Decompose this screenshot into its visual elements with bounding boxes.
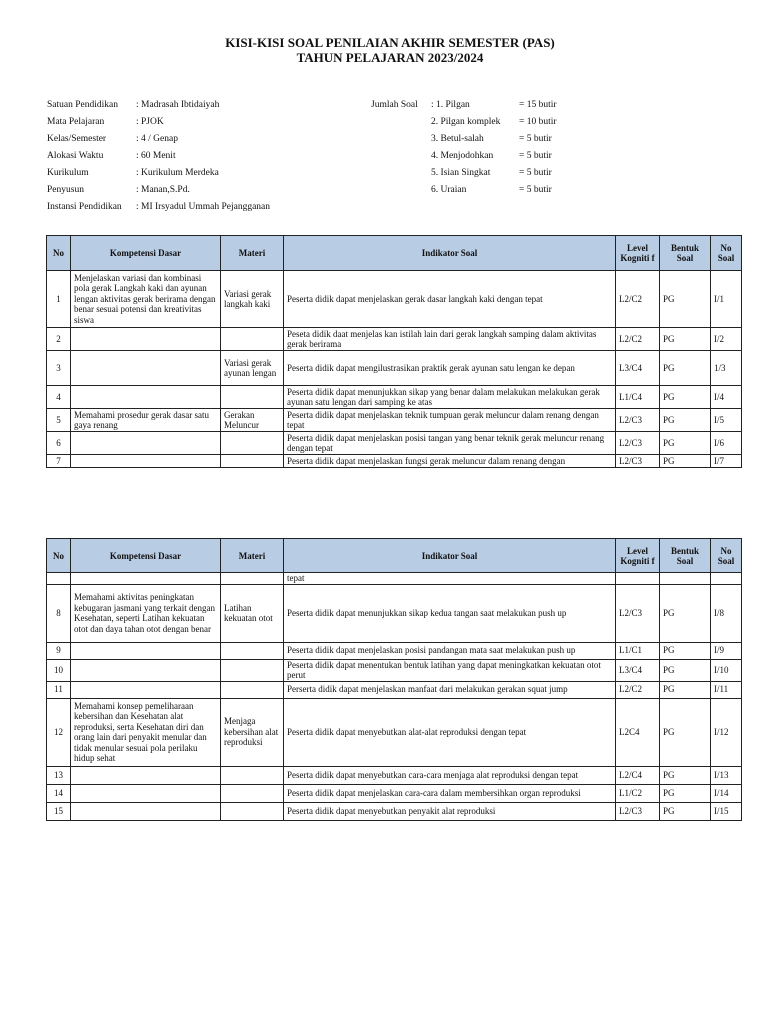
cell-no-soal: I/1	[711, 271, 742, 328]
col-header-kompetensi-dasar: Kompetensi Dasar	[71, 539, 221, 573]
cell-level-kognitif: L2/C2	[616, 328, 660, 351]
cell-indikator-soal: Peserta didik dapat mengilustrasikan praktik gerak ayunan satu lengan ke depan	[284, 351, 616, 386]
cell-kompetensi-dasar	[71, 681, 221, 698]
table-row	[47, 584, 742, 642]
count-item: 4. Menjodohkan	[431, 151, 494, 161]
cell-no: 7	[47, 455, 71, 468]
table-header-row	[47, 236, 742, 271]
cell-materi	[221, 455, 284, 468]
cell-materi	[221, 681, 284, 698]
blueprint-table-2	[46, 538, 742, 821]
count-row	[371, 148, 557, 165]
cell-indikator-soal: Peserta didik dapat menjelaskan teknik tumpuan gerak meluncur dalam renang dengan tepat	[284, 409, 616, 432]
count-item: 2. Pilgan komplek	[431, 117, 501, 127]
cell-indikator-soal: Peserta didik dapat menjelaskan posisi tangan yang benar teknik gerak meluncur renang dengan tepat	[284, 432, 616, 455]
cell-indikator-soal: Peserta didik dapat menentukan bentuk latihan yang dapat meningkatkan kekuatan otot perut	[284, 659, 616, 681]
col-header-no: No	[47, 236, 71, 271]
count-value: = 5 butir	[519, 134, 552, 144]
count-item: 5. Isian Singkat	[431, 168, 491, 178]
cell-no-soal: I/14	[711, 784, 742, 802]
count-item: 3. Betul-salah	[431, 134, 484, 144]
cell-materi	[221, 784, 284, 802]
col-header-level-kognitif: Level Kogniti f	[616, 236, 660, 271]
cell-materi: Latihan kekuatan otot	[221, 584, 284, 642]
cell-level-kognitif: L2/C2	[616, 271, 660, 328]
cell-bentuk-soal: PG	[660, 698, 711, 766]
info-label: Instansi Pendidikan	[47, 202, 122, 212]
cell-no	[47, 573, 71, 585]
table-row	[47, 681, 742, 698]
col-header-bentuk-soal: Bentuk Soal	[660, 539, 711, 573]
info-label: Kurikulum	[47, 168, 89, 178]
cell-materi	[221, 573, 284, 585]
cell-no: 8	[47, 584, 71, 642]
cell-bentuk-soal: PG	[660, 386, 711, 409]
cell-bentuk-soal: PG	[660, 784, 711, 802]
cell-kompetensi-dasar	[71, 659, 221, 681]
cell-no: 6	[47, 432, 71, 455]
cell-bentuk-soal: PG	[660, 659, 711, 681]
cell-level-kognitif: L2/C3	[616, 432, 660, 455]
cell-bentuk-soal	[660, 573, 711, 585]
count-row	[371, 182, 557, 199]
table-row	[47, 573, 742, 585]
cell-no: 14	[47, 784, 71, 802]
identity-info	[47, 97, 270, 216]
count-label: Jumlah Soal	[371, 100, 418, 110]
col-header-materi: Materi	[221, 539, 284, 573]
col-header-indikator-soal: Indikator Soal	[284, 539, 616, 573]
cell-level-kognitif: L2/C3	[616, 409, 660, 432]
count-item: : 1. Pilgan	[431, 100, 470, 110]
cell-no-soal: I/13	[711, 766, 742, 784]
cell-no-soal: I/10	[711, 659, 742, 681]
cell-bentuk-soal: PG	[660, 351, 711, 386]
cell-no-soal: I/2	[711, 328, 742, 351]
table-row	[47, 271, 742, 328]
table-row	[47, 432, 742, 455]
cell-indikator-soal: Peserta didik dapat menjelaskan fungsi gerak meluncur dalam renang dengan	[284, 455, 616, 468]
cell-materi: Menjaga kebersihan alat reproduksi	[221, 698, 284, 766]
cell-kompetensi-dasar: Memahami aktivitas peningkatan kebugaran jasmani yang terkait dengan Kesehatan, seperti Latihan kekuatan otot dan daya tahan otot dengan benar	[71, 584, 221, 642]
cell-no-soal: I/7	[711, 455, 742, 468]
cell-materi: Variasi gerak ayunan lengan	[221, 351, 284, 386]
cell-no-soal: I/12	[711, 698, 742, 766]
cell-kompetensi-dasar	[71, 642, 221, 659]
cell-no: 10	[47, 659, 71, 681]
cell-no-soal: 1/3	[711, 351, 742, 386]
cell-indikator-soal: tepat	[284, 573, 616, 585]
table-row	[47, 328, 742, 351]
cell-kompetensi-dasar	[71, 802, 221, 820]
cell-bentuk-soal: PG	[660, 455, 711, 468]
cell-kompetensi-dasar	[71, 766, 221, 784]
table-row	[47, 802, 742, 820]
info-label: Mata Pelajaran	[47, 117, 105, 127]
count-value: = 5 butir	[519, 185, 552, 195]
cell-indikator-soal: Peserta didik dapat menyebutkan cara-cara menjaga alat reproduksi dengan tepat	[284, 766, 616, 784]
cell-level-kognitif: L3/C4	[616, 659, 660, 681]
cell-level-kognitif: L1/C4	[616, 386, 660, 409]
cell-indikator-soal: Peserta didik dapat menyebutkan penyakit alat reproduksi	[284, 802, 616, 820]
table-row	[47, 784, 742, 802]
cell-materi	[221, 802, 284, 820]
info-value: : PJOK	[136, 117, 164, 127]
col-header-no-soal: No Soal	[711, 236, 742, 271]
cell-kompetensi-dasar	[71, 432, 221, 455]
cell-bentuk-soal: PG	[660, 409, 711, 432]
cell-indikator-soal: Perserta didik dapat menjelaskan manfaat dari melakukan gerakan squat jump	[284, 681, 616, 698]
cell-level-kognitif: L2/C3	[616, 802, 660, 820]
cell-kompetensi-dasar: Memahami prosedur gerak dasar satu gaya renang	[71, 409, 221, 432]
cell-level-kognitif	[616, 573, 660, 585]
cell-kompetensi-dasar	[71, 573, 221, 585]
cell-no: 9	[47, 642, 71, 659]
col-header-materi: Materi	[221, 236, 284, 271]
cell-level-kognitif: L2/C3	[616, 584, 660, 642]
cell-bentuk-soal: PG	[660, 642, 711, 659]
cell-no-soal: I/9	[711, 642, 742, 659]
cell-materi	[221, 328, 284, 351]
cell-level-kognitif: L3/C4	[616, 351, 660, 386]
table-row	[47, 386, 742, 409]
cell-no: 2	[47, 328, 71, 351]
info-row	[47, 131, 270, 148]
cell-indikator-soal: Peserta didik dapat menjelaskan posisi pandangan mata saat melakukan push up	[284, 642, 616, 659]
col-header-level-kognitif: Level Kogniti f	[616, 539, 660, 573]
cell-materi	[221, 766, 284, 784]
count-item: 6. Uraian	[431, 185, 467, 195]
cell-bentuk-soal: PG	[660, 328, 711, 351]
document-subtitle: TAHUN PELAJARAN 2023/2024	[296, 50, 484, 65]
cell-level-kognitif: L1/C2	[616, 784, 660, 802]
cell-kompetensi-dasar: Menjelaskan variasi dan kombinasi pola gerak Langkah kaki dan ayunan lengan aktivitas gerak berirama dengan benar sesuai potensi dan kreativitas siswa	[71, 271, 221, 328]
cell-no: 15	[47, 802, 71, 820]
cell-level-kognitif: L2/C4	[616, 766, 660, 784]
cell-materi	[221, 432, 284, 455]
info-row	[47, 165, 270, 182]
cell-no-soal: I/6	[711, 432, 742, 455]
count-value: = 10 butir	[519, 117, 557, 127]
info-value: : 4 / Genap	[136, 134, 178, 144]
cell-no: 3	[47, 351, 71, 386]
info-value: : MI Irsyadul Ummah Pejangganan	[136, 202, 271, 212]
table-row	[47, 766, 742, 784]
cell-level-kognitif: L1/C1	[616, 642, 660, 659]
cell-bentuk-soal: PG	[660, 432, 711, 455]
cell-no: 4	[47, 386, 71, 409]
info-row	[47, 114, 270, 131]
cell-kompetensi-dasar	[71, 455, 221, 468]
cell-no-soal: I/15	[711, 802, 742, 820]
cell-materi: Variasi gerak langkah kaki	[221, 271, 284, 328]
cell-no-soal: I/11	[711, 681, 742, 698]
cell-bentuk-soal: PG	[660, 766, 711, 784]
cell-no-soal: I/5	[711, 409, 742, 432]
cell-no-soal: I/8	[711, 584, 742, 642]
col-header-indikator-soal: Indikator Soal	[284, 236, 616, 271]
cell-no: 12	[47, 698, 71, 766]
info-label: Satuan Pendidikan	[47, 100, 118, 110]
info-value: : 60 Menit	[136, 151, 176, 161]
table-row	[47, 659, 742, 681]
col-header-no: No	[47, 539, 71, 573]
table-header-row	[47, 539, 742, 573]
cell-level-kognitif: L2/C3	[616, 455, 660, 468]
cell-no: 13	[47, 766, 71, 784]
cell-bentuk-soal: PG	[660, 584, 711, 642]
info-label: Penyusun	[47, 185, 84, 195]
cell-indikator-soal: Peserta didik dapat menunjukkan sikap kedua tangan saat melakukan push up	[284, 584, 616, 642]
table-row	[47, 642, 742, 659]
cell-kompetensi-dasar	[71, 328, 221, 351]
cell-kompetensi-dasar	[71, 784, 221, 802]
count-value: = 15 butir	[519, 100, 557, 110]
cell-bentuk-soal: PG	[660, 271, 711, 328]
cell-bentuk-soal: PG	[660, 681, 711, 698]
cell-materi	[221, 386, 284, 409]
cell-no-soal	[711, 573, 742, 585]
question-count-info	[371, 97, 557, 199]
table-row	[47, 698, 742, 766]
cell-level-kognitif: L2/C2	[616, 681, 660, 698]
count-value: = 5 butir	[519, 151, 552, 161]
cell-kompetensi-dasar	[71, 386, 221, 409]
cell-indikator-soal: Peserta didik dapat menjelaskan gerak dasar langkah kaki dengan tepat	[284, 271, 616, 328]
document-title: KISI-KISI SOAL PENILAIAN AKHIR SEMESTER (PAS)	[225, 35, 555, 50]
count-row	[371, 97, 557, 114]
count-row	[371, 114, 557, 131]
cell-materi	[221, 659, 284, 681]
cell-indikator-soal: Peserta didik dapat menunjukkan sikap yang benar dalam melakukan melakukan gerak ayunan satu lengan dari samping ke atas	[284, 386, 616, 409]
table-row	[47, 455, 742, 468]
table-row	[47, 351, 742, 386]
cell-indikator-soal: Peserta didik dapat menjelaskan cara-cara dalam membersihkan organ reproduksi	[284, 784, 616, 802]
cell-level-kognitif: L2C4	[616, 698, 660, 766]
cell-kompetensi-dasar	[71, 351, 221, 386]
cell-materi	[221, 642, 284, 659]
cell-indikator-soal: Peserta didik dapat menyebutkan alat-alat reproduksi dengan tepat	[284, 698, 616, 766]
info-value: : Kurikulum Merdeka	[136, 168, 219, 178]
count-row	[371, 165, 557, 182]
col-header-no-soal: No Soal	[711, 539, 742, 573]
blueprint-table-1	[46, 235, 742, 468]
info-label: Alokasi Waktu	[47, 151, 104, 161]
count-row	[371, 131, 557, 148]
count-value: = 5 butir	[519, 168, 552, 178]
cell-kompetensi-dasar: Memahami konsep pemeliharaan kebersihan dan Kesehatan alat reproduksi, serta Kesehatan diri dan orang lain dari penyakit menular dan tidak menular sesuai pola perilaku hidup sehat	[71, 698, 221, 766]
info-row	[47, 182, 270, 199]
info-row	[47, 97, 270, 114]
cell-no-soal: I/4	[711, 386, 742, 409]
col-header-bentuk-soal: Bentuk Soal	[660, 236, 711, 271]
cell-no: 11	[47, 681, 71, 698]
cell-indikator-soal: Peseta didik daat menjelas kan istilah lain dari gerak langkah samping dalam aktivitas gerak berirama	[284, 328, 616, 351]
cell-no: 1	[47, 271, 71, 328]
info-value: : Madrasah Ibtidaiyah	[136, 100, 220, 110]
info-row	[47, 199, 270, 216]
col-header-kompetensi-dasar: Kompetensi Dasar	[71, 236, 221, 271]
cell-no: 5	[47, 409, 71, 432]
table-row	[47, 409, 742, 432]
info-value: : Manan,S.Pd.	[136, 185, 190, 195]
cell-materi: Gerakan Meluncur	[221, 409, 284, 432]
info-row	[47, 148, 270, 165]
info-label: Kelas/Semester	[47, 134, 107, 144]
cell-bentuk-soal: PG	[660, 802, 711, 820]
